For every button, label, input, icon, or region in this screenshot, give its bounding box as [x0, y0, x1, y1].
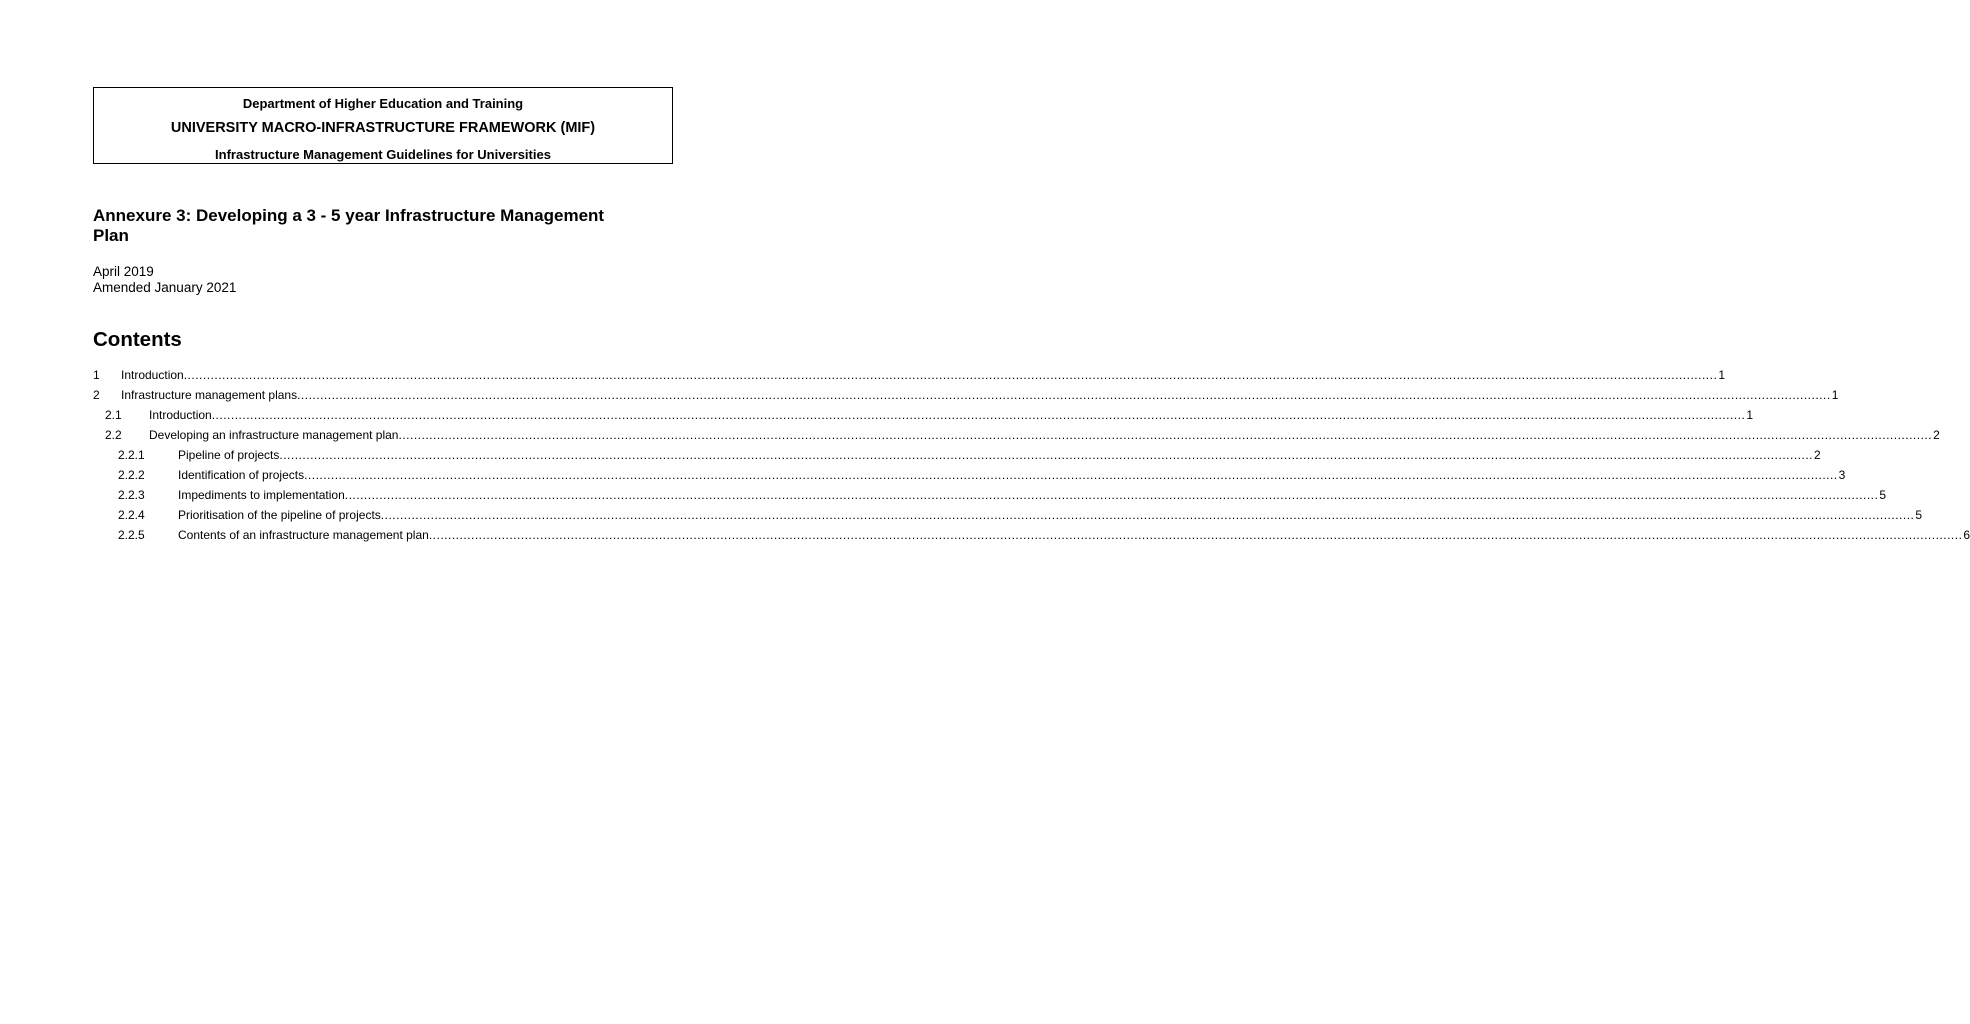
- document-title: [93, 206, 673, 246]
- guidelines-subtitle: Infrastructure Management Guidelines for Universities: [215, 147, 551, 162]
- toc-entry-page: 2: [1933, 428, 1940, 442]
- header-box: [93, 87, 673, 164]
- table-of-contents: [93, 366, 1970, 546]
- toc-entry-line: [149, 406, 1753, 424]
- toc-entry-page: 2: [1813, 448, 1821, 462]
- date-block: [93, 264, 236, 296]
- toc-entry[interactable]: [93, 366, 1725, 386]
- toc-entry-title: Contents of an infrastructure management plan: [178, 528, 429, 542]
- toc-entry[interactable]: [93, 386, 1839, 406]
- toc-entry-line: [121, 386, 1839, 404]
- toc-entry-number: 2.2.1: [118, 448, 145, 462]
- toc-entry-page: 5: [1879, 488, 1887, 502]
- toc-dot-leader: ................................................................................................................................................................................................................................................................................................................................................................................................................: [344, 488, 1879, 502]
- toc-entry-number: 2.2.3: [118, 488, 145, 502]
- toc-entry-page: 6: [1963, 528, 1970, 542]
- toc-dot-leader: ................................................................................................................................................................................................................................................................................................................................................................................................................: [380, 508, 1915, 522]
- toc-dot-leader: ................................................................................................................................................................................................................................................................................................................................................................................................................: [211, 408, 1746, 422]
- department-name: Department of Higher Education and Training: [242, 96, 524, 111]
- toc-entry-title: Infrastructure management plans: [121, 388, 298, 402]
- toc-entry-line: [149, 426, 1940, 444]
- toc-entry-number: 2.2.4: [118, 508, 145, 522]
- toc-entry-title: Prioritisation of the pipeline of projects: [178, 508, 381, 522]
- toc-entry-page: 1: [1718, 368, 1725, 382]
- amended-date: Amended January 2021: [93, 280, 237, 295]
- original-date: April 2019: [93, 264, 154, 279]
- toc-entry-number: 2.2.5: [118, 528, 145, 542]
- toc-entry-number: 1: [93, 368, 100, 382]
- toc-entry[interactable]: [93, 426, 1940, 446]
- toc-dot-leader: ................................................................................................................................................................................................................................................................................................................................................................................................................: [428, 528, 1963, 542]
- toc-entry-title: Pipeline of projects: [178, 448, 280, 462]
- toc-entry-page: 1: [1746, 408, 1753, 422]
- toc-entry-number: 2: [93, 388, 100, 402]
- toc-dot-leader: ................................................................................................................................................................................................................................................................................................................................................................................................................: [279, 448, 1813, 462]
- toc-entry-title: Introduction: [121, 368, 184, 382]
- toc-dot-leader: ................................................................................................................................................................................................................................................................................................................................................................................................................: [297, 388, 1831, 402]
- toc-entry-title: Developing an infrastructure management plan: [149, 428, 399, 442]
- toc-entry[interactable]: [93, 446, 1821, 466]
- toc-dot-leader: ................................................................................................................................................................................................................................................................................................................................................................................................................: [183, 368, 1718, 382]
- toc-entry-title: Impediments to implementation: [178, 488, 345, 502]
- contents-heading: Contents: [93, 328, 182, 351]
- toc-entry-title: Introduction: [149, 408, 212, 422]
- toc-entry-page: 5: [1915, 508, 1923, 522]
- toc-entry-title: Identification of projects: [178, 468, 305, 482]
- toc-entry-number: 2.1: [105, 408, 122, 422]
- document-title-line1: Annexure 3: Developing a 3 - 5 year Infrastructure Management: [93, 206, 605, 225]
- toc-entry-line: [178, 466, 1846, 484]
- toc-dot-leader: ................................................................................................................................................................................................................................................................................................................................................................................................................: [304, 468, 1838, 482]
- toc-entry-page: 3: [1838, 468, 1846, 482]
- toc-entry[interactable]: [93, 506, 1923, 526]
- toc-entry[interactable]: [93, 486, 1887, 506]
- framework-title: UNIVERSITY MACRO-INFRASTRUCTURE FRAMEWORK (MIF): [170, 120, 596, 136]
- toc-entry-page: 1: [1831, 388, 1839, 402]
- toc-entry-line: [178, 506, 1923, 524]
- toc-entry[interactable]: [93, 526, 1970, 546]
- toc-entry-line: [178, 526, 1970, 544]
- toc-dot-leader: ................................................................................................................................................................................................................................................................................................................................................................................................................: [398, 428, 1933, 442]
- document-title-line2: Plan: [93, 226, 129, 245]
- toc-entry-line: [121, 366, 1725, 384]
- toc-entry[interactable]: [93, 406, 1753, 426]
- toc-entry-number: 2.2.2: [118, 468, 145, 482]
- toc-entry[interactable]: [93, 466, 1846, 486]
- toc-entry-line: [178, 446, 1821, 464]
- toc-entry-line: [178, 486, 1887, 504]
- toc-entry-number: 2.2: [105, 428, 122, 442]
